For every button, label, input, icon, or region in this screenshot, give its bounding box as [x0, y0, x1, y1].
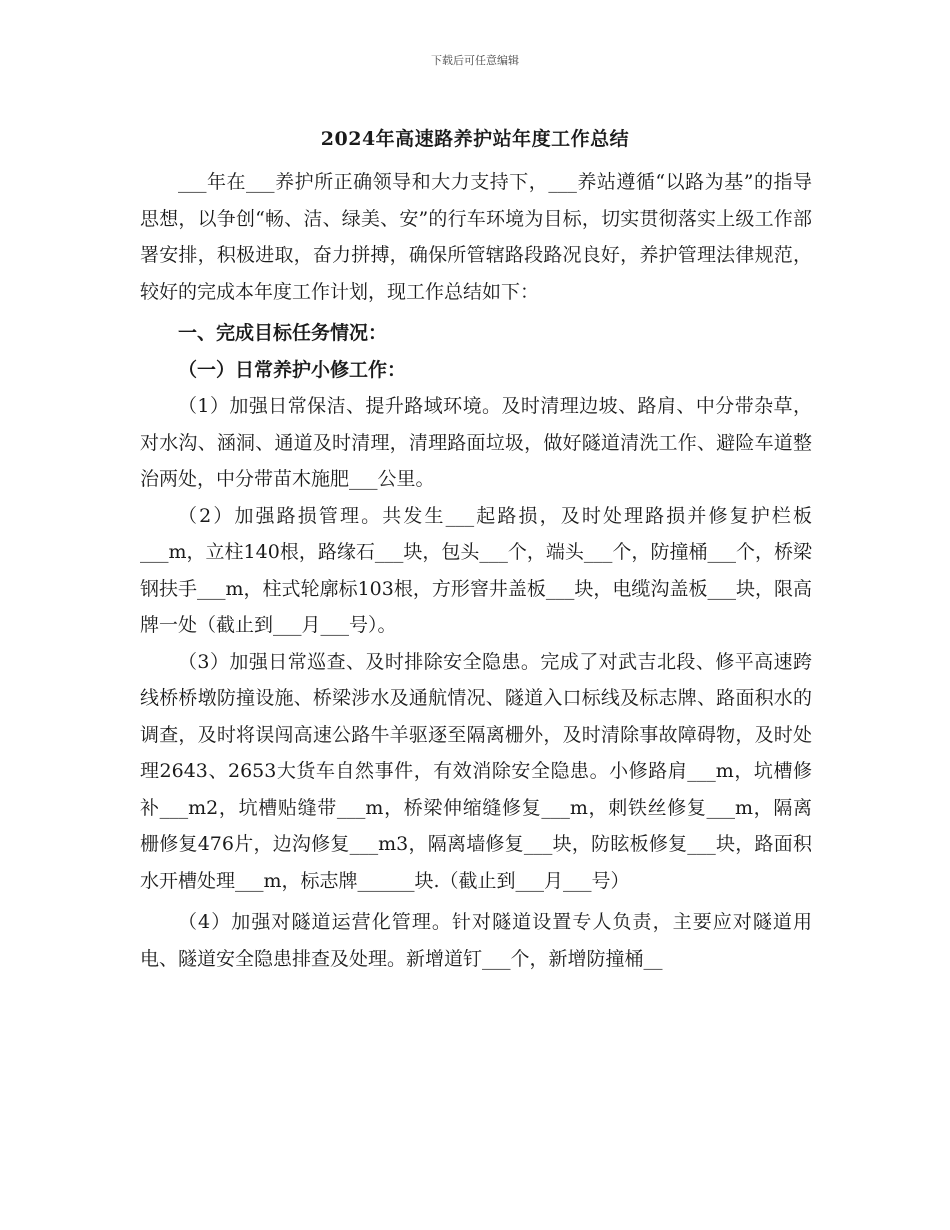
header-note: 下载后可任意编辑 — [431, 54, 519, 67]
document-body — [140, 164, 812, 977]
body-paragraph: （1）加强日常保洁、提升路域环境。及时清理边坡、路肩、中分带杂草，对水沟、涵洞、通道及时清理，清理路面垃圾，做好隧道清洗工作、避险车道整治两处，中分带苗木施肥___公里。 — [140, 395, 812, 490]
body-paragraph: （4）加强对隧道运营化管理。针对隧道设置专人负责，主要应对隧道用电、隧道安全隐患排查及处理。新增道钉___个，新增防撞桶__ — [140, 911, 812, 970]
section-heading: 一、完成目标任务情况： — [178, 322, 388, 344]
document-title: 2024年高速路养护站年度工作总结 — [320, 128, 630, 150]
body-paragraph: （3）加强日常巡查、及时排除安全隐患。完成了对武吉北段、修平高速跨线桥桥墩防撞设施、桥梁涉水及通航情况、隧道入口标线及标志牌、路面积水的调查，及时将误闯高速公路牛羊驱逐至隔离栅外，及时清除事故障碍物，及时处理2643、2653大货车自然事件，有效消除安全隐患。小修路肩___m，坑槽修补___m2，坑槽贴缝带___m，桥梁伸缩缝修复___m，刺铁丝修复___m，隔离栅修复476片，边沟修复___m3，隔离墙修复___块，防眩板修复___块，路面积水开槽处理___m，标志牌______块.（截止到___月___号） — [140, 650, 812, 892]
subsection-heading: （一）日常养护小修工作： — [178, 358, 407, 381]
intro-paragraph: ___年在___养护所正确领导和大力支持下，___养站遵循“以路为基”的指导思想，以争创“畅、洁、绿美、安”的行车环境为目标，切实贯彻落实上级工作部署安排，积极进取，奋力拼搏，确保所管辖路段路况良好，养护管理法律规范，较好的完成本年度工作计划，现工作总结如下： — [140, 171, 812, 303]
body-paragraph: （2）加强路损管理。共发生___起路损，及时处理路损并修复护栏板___m，立柱140根，路缘石___块，包头___个，端头___个，防撞桶___个，桥梁钢扶手___m，柱式轮廓标103根，方形窨井盖板___块，电缆沟盖板___块，限高牌一处（截止到___月___号）。 — [140, 504, 812, 636]
